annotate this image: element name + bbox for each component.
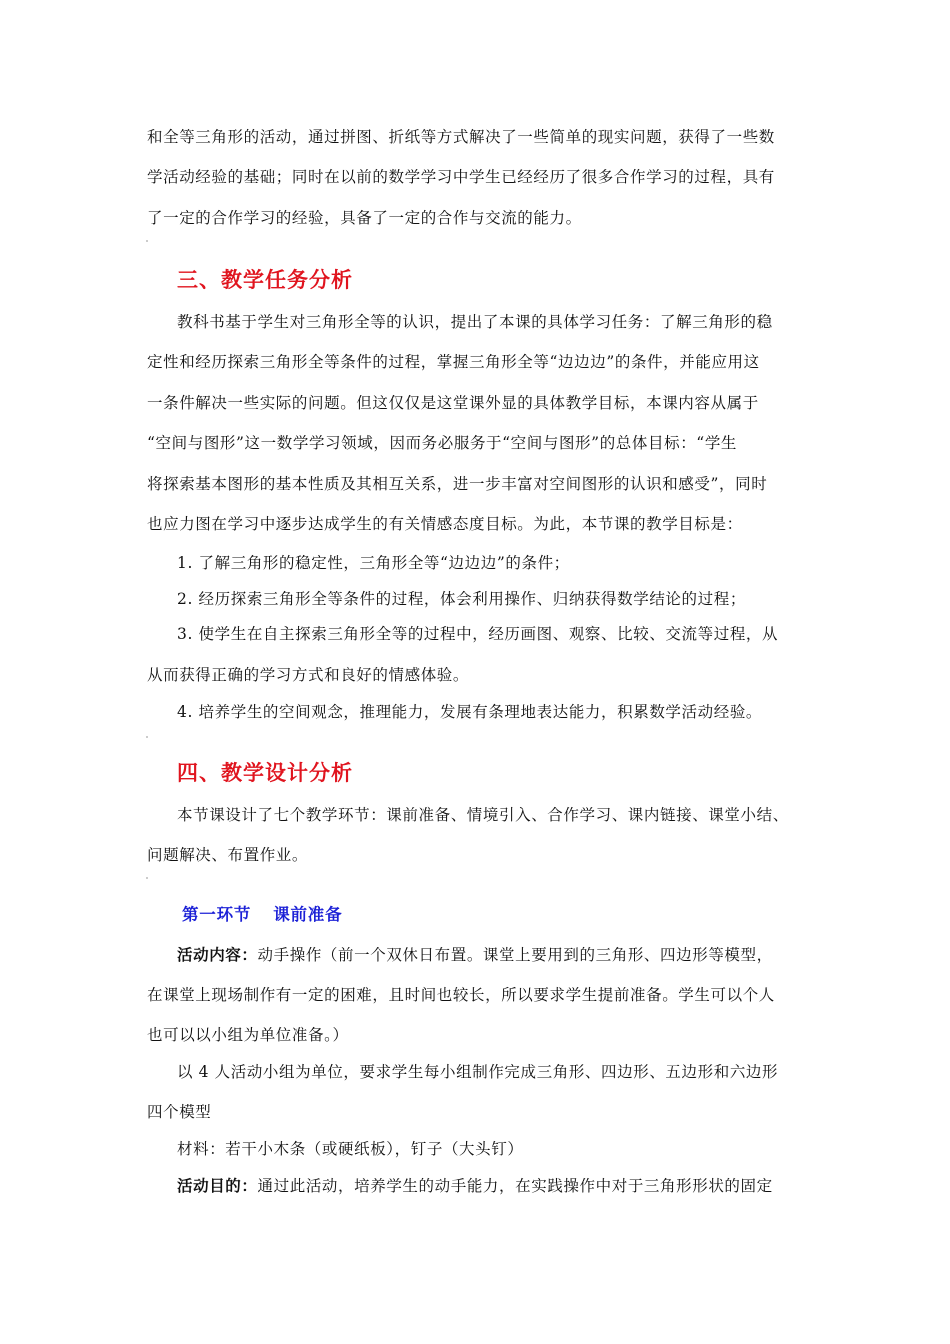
materials-line: 材料：若干小木条（或硬纸板），钉子（大头钉）	[177, 1140, 524, 1158]
objective-3: 3. 使学生在自主探索三角形全等的过程中，经历画图、观察、比较、交流等过程，从	[177, 625, 779, 643]
objective-1: 1. 了解三角形的稳定性，三角形全等“边边边”的条件；	[177, 554, 570, 572]
paragraph-mark	[146, 736, 148, 738]
activity-purpose-text: 通过此活动，培养学生的动手能力，在实践操作中对于三角形形状的固定	[257, 1177, 773, 1195]
intro-line-1: 和全等三角形的活动，通过拼图、折纸等方式解决了一些简单的现实问题，获得了一些数	[147, 128, 775, 146]
activity-purpose-line	[177, 1176, 773, 1196]
step1-title-name: 课前准备	[273, 905, 343, 924]
objective-3-continued: 从而获得正确的学习方式和良好的情感体验。	[147, 666, 470, 684]
section3-line-3: 一条件解决一些实际的问题。但这仅仅是这堂课外显的具体教学目标，本课内容从属于	[147, 394, 759, 412]
objective-2: 2. 经历探索三角形全等条件的过程，体会利用操作、归纳获得数学结论的过程；	[177, 590, 746, 608]
section3-line-4: “空间与图形”这一数学学习领域，因而务必服务于“空间与图形”的总体目标：“学生	[147, 434, 738, 452]
section-heading-task-analysis: 三、教学任务分析	[177, 267, 353, 292]
activity-purpose-label: 活动目的：	[177, 1176, 258, 1195]
activity-content-text: 动手操作（前一个双休日布置。课堂上要用到的三角形、四边形等模型，	[257, 946, 773, 964]
intro-line-2: 学活动经验的基础；同时在以前的数学学习中学生已经经历了很多合作学习的过程，具有	[147, 168, 775, 186]
section3-line-1: 教科书基于学生对三角形全等的认识，提出了本课的具体学习任务：了解三角形的稳	[177, 313, 773, 331]
section3-line-5: 将探索基本图形的基本性质及其相互关系，进一步丰富对空间图形的认识和感受”，同时	[147, 475, 768, 493]
group-line-2: 四个模型	[147, 1103, 212, 1121]
objective-4: 4. 培养学生的空间观念，推理能力，发展有条理地表达能力，积累数学活动经验。	[177, 703, 763, 721]
activity-content-line-1	[177, 945, 773, 965]
step1-title-number: 第一环节	[182, 905, 252, 924]
section3-line-6: 也应力图在学习中逐步达成学生的有关情感态度目标。为此，本节课的教学目标是：	[147, 515, 743, 533]
section3-line-2: 定性和经历探索三角形全等条件的过程，掌握三角形全等“边边边”的条件，并能应用这	[147, 353, 760, 371]
activity-content-line-3: 也可以以小组为单位准备。）	[147, 1026, 349, 1044]
section4-line-2: 问题解决、布置作业。	[147, 846, 309, 864]
paragraph-mark	[146, 877, 148, 879]
activity-content-line-2: 在课堂上现场制作有一定的困难，且时间也较长，所以要求学生提前准备。学生可以个人	[147, 986, 775, 1004]
intro-line-3: 了一定的合作学习的经验，具备了一定的合作与交流的能力。	[147, 209, 582, 227]
section-heading-design-analysis: 四、教学设计分析	[177, 760, 353, 785]
group-line-1: 以 4 人活动小组为单位，要求学生每小组制作完成三角形、四边形、五边形和六边形	[177, 1063, 779, 1081]
section4-line-1: 本节课设计了七个教学环节：课前准备、情境引入、合作学习、课内链接、课堂小结、	[177, 806, 789, 824]
activity-content-label: 活动内容：	[177, 945, 258, 964]
paragraph-mark	[146, 240, 148, 242]
step1-title	[182, 904, 342, 926]
